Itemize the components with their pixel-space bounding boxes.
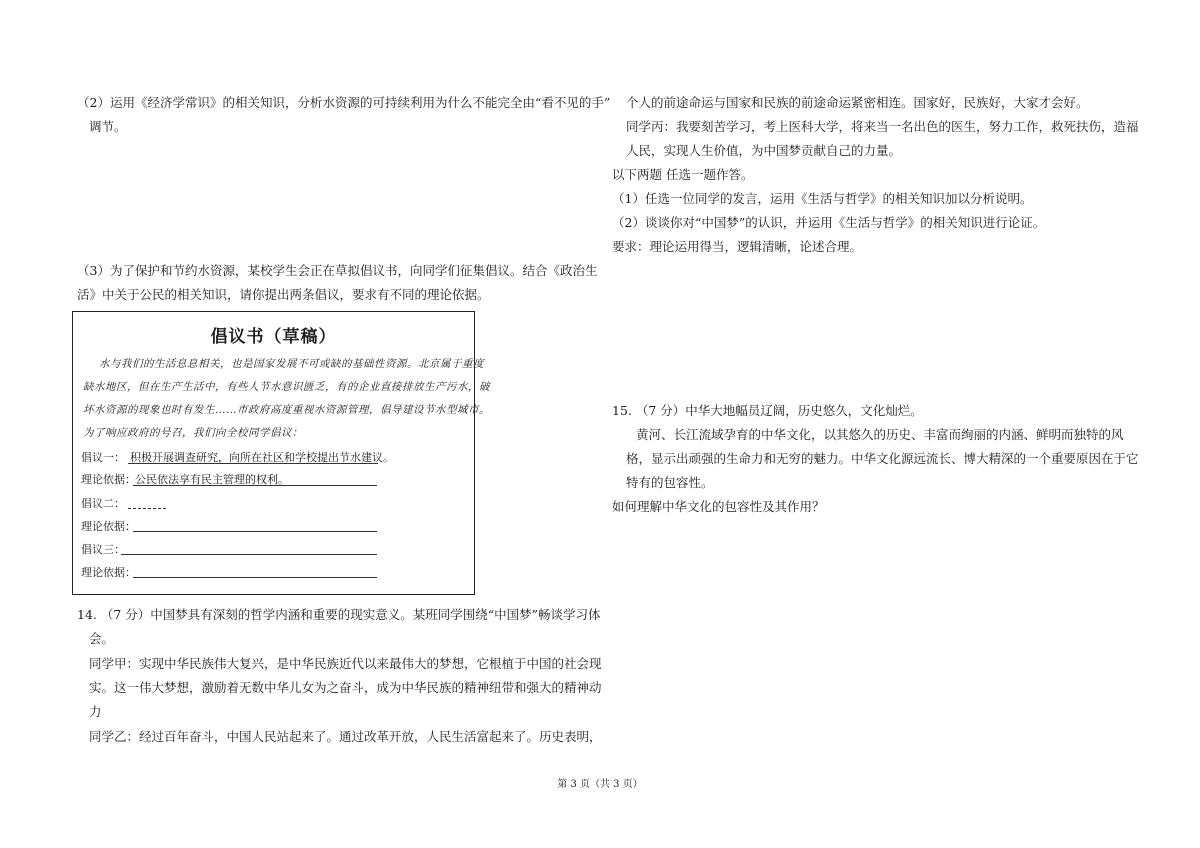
page-footer: 第 3 页（共 3 页）	[557, 779, 643, 790]
q14-line-1: 14. （7 分）中国梦具有深刻的哲学内涵和重要的现实意义。某班同学围绕“中国梦”畅谈学习体	[77, 607, 601, 622]
q15-line-5: 如何理解中华文化的包容性及其作用？	[612, 499, 825, 514]
proposal-2-blank[interactable]	[128, 508, 166, 509]
proposal-1-label: 倡议一：	[81, 451, 125, 464]
q15-line-4: 特有的包容性。	[626, 475, 714, 490]
q13-2-line-2: 调节。	[89, 119, 127, 134]
q14-line-6: 同学乙：经过百年奋斗，中国人民站起来了。通过改革开放，人民生活富起来了。历史表明，	[89, 729, 602, 744]
q14-instruction: 以下两题 任选一题作答。	[612, 167, 754, 182]
proposal-1-underline	[128, 463, 378, 464]
proposal-para-4: 为了响应政府的号召，我们向全校同学倡议：	[83, 427, 303, 439]
proposal-draft-box	[72, 311, 490, 595]
q14-line-4: 实。这一伟大梦想，激励着无数中华儿女为之奋斗，成为中华民族的精神纽带和强大的精神动	[89, 680, 602, 695]
q15-line-3: 格，显示出顽强的生命力和无穷的魅力。中华文化源远流长、博大精深的一个重要原因在于它	[626, 451, 1139, 466]
proposal-para-2: 缺水地区，但在生产生活中，有些人节水意识匮乏，有的企业直接排放生产污水，破	[83, 381, 490, 393]
theory-2-label: 理论依据：	[81, 520, 136, 533]
theory-1-underline	[133, 485, 377, 486]
proposal-3-label: 倡议三：	[81, 543, 125, 556]
proposal-para-1: 水与我们的生活息息相关，也是国家发展不可或缺的基础性资源。北京属于重度	[99, 358, 484, 370]
theory-2-blank[interactable]	[133, 531, 377, 532]
q14-cont-line-1: 个人的前途命运与国家和民族的前途命运紧密相连。国家好，民族好，大家才会好。	[626, 95, 1089, 110]
q14-cont-line-3: 人民，实现人生价值，为中国梦贡献自己的力量。	[626, 143, 902, 158]
q15-line-1: 15. （7 分）中华大地幅员辽阔，历史悠久，文化灿烂。	[612, 403, 923, 418]
q14-line-3: 同学甲：实现中华民族伟大复兴，是中华民族近代以来最伟大的梦想，它根植于中国的社会现	[89, 656, 602, 671]
proposal-para-3: 坏水资源的现象也时有发生……市政府高度重视水资源管理，倡导建设节水型城市。	[83, 404, 490, 416]
q14-option-2: （2）谈谈你对“中国梦”的认识，并运用《生活与哲学》的相关知识进行论证。	[612, 215, 1046, 230]
proposal-2-label: 倡议二：	[81, 497, 125, 510]
q14-line-5: 力	[89, 704, 102, 719]
q15-line-2: 黄河、长江流域孕育的中华文化，以其悠久的历史、丰富而绚丽的内涵、鲜明而独特的风	[636, 427, 1124, 442]
theory-3-blank[interactable]	[133, 577, 377, 578]
theory-1-text: 公民依法享有民主管理的权利。	[135, 473, 289, 486]
proposal-3-blank[interactable]	[121, 554, 377, 555]
q14-line-2: 会。	[89, 631, 115, 646]
theory-3-label: 理论依据：	[81, 566, 136, 579]
q14-cont-line-2: 同学丙：我要刻苦学习，考上医科大学，将来当一名出色的医生，努力工作，救死扶伤，造福	[626, 119, 1139, 134]
q13-3-line-1: （3）为了保护和节约水资源，某校学生会正在草拟倡议书，向同学们征集倡议。结合《政治生	[77, 263, 598, 278]
q14-option-1: （1）任选一位同学的发言，运用《生活与哲学》的相关知识加以分析说明。	[612, 191, 1033, 206]
q13-2-line-1: （2）运用《经济学常识》的相关知识，分析水资源的可持续利用为什么不能完全由“看不见的手”	[77, 95, 611, 110]
proposal-title: 倡议书（草稿）	[210, 327, 337, 347]
q14-requirement: 要求：理论运用得当，逻辑清晰，论述合理。	[612, 239, 863, 254]
proposal-1-text: 积极开展调查研究，向所在社区和学校提出节水建议。	[130, 451, 394, 464]
theory-1-label: 理论依据：	[81, 473, 136, 486]
q13-3-line-2: 活》中关于公民的相关知识，请你提出两条倡议，要求有不同的理论依据。	[77, 287, 490, 302]
